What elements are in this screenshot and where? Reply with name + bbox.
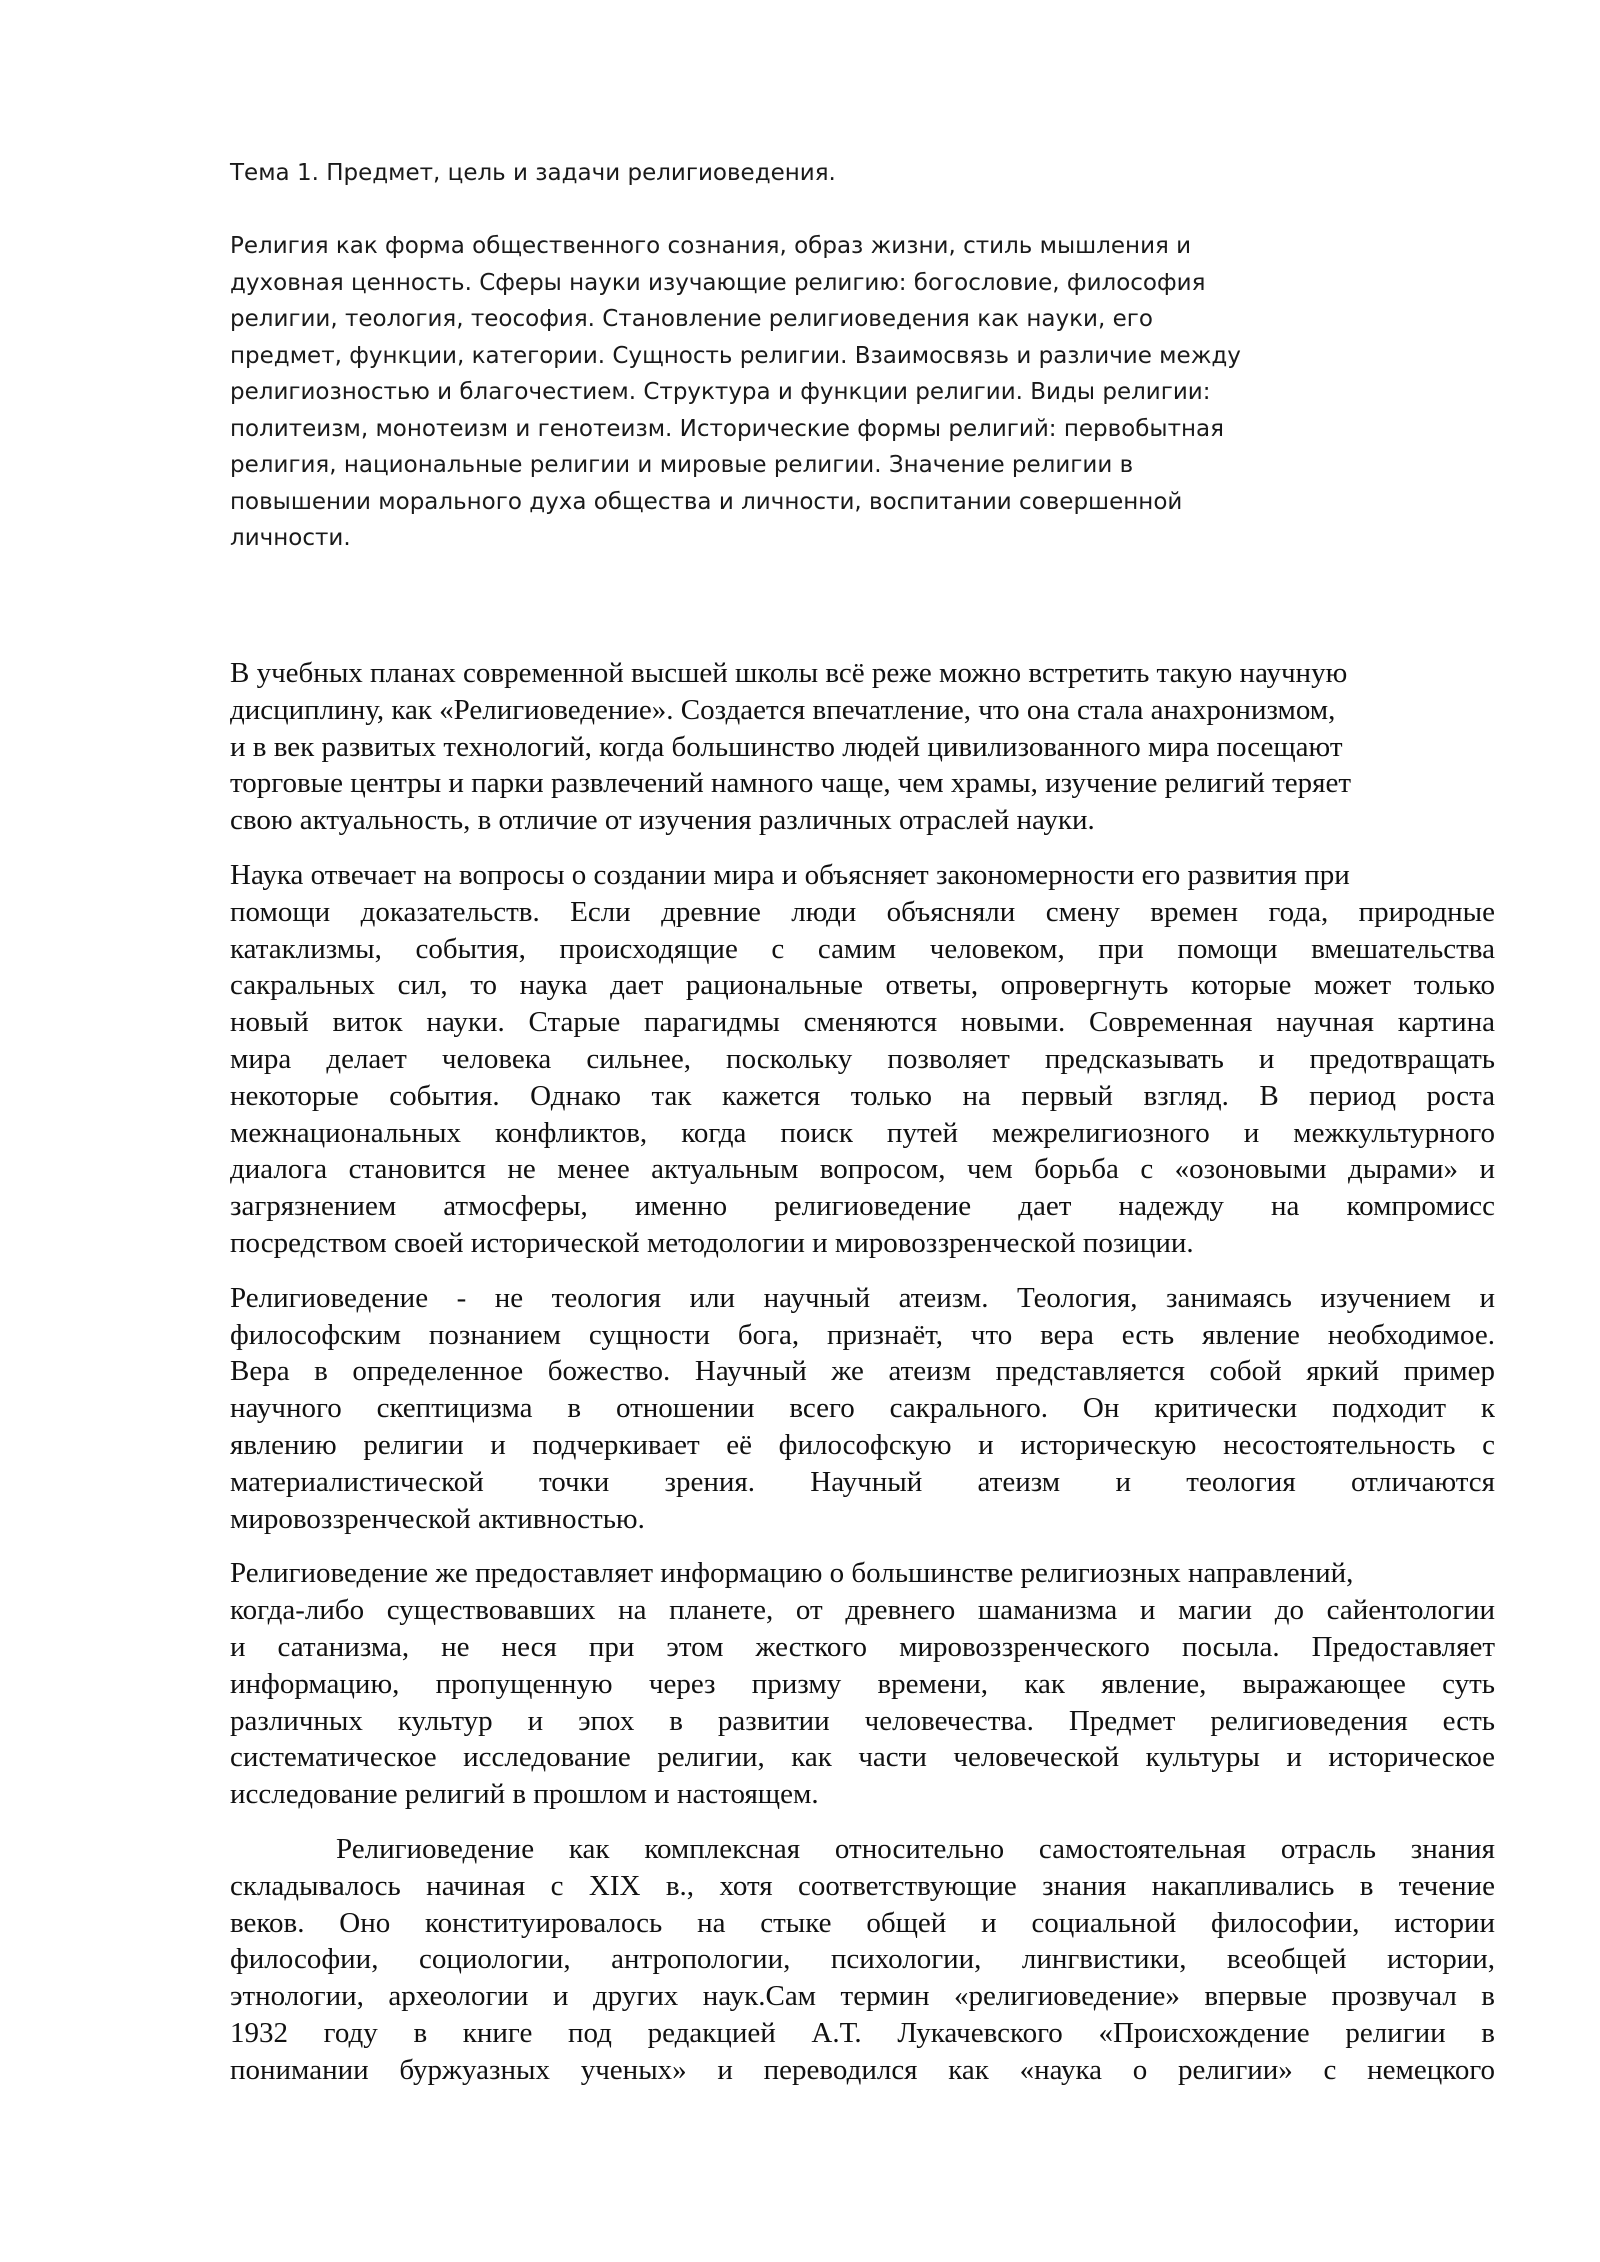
text-line: катаклизмы, события, происходящие с самим человеком, при помощи вмешательства [230, 932, 1495, 965]
text-line: загрязнением атмосферы, именно религиоведение дает надежду на компромисс [230, 1190, 1495, 1223]
summary-line: предмет, функции, категории. Сущность религии. Взаимосвязь и различие между [230, 342, 1241, 369]
text-line: исследование религий в прошлом и настоящем. [230, 1778, 819, 1811]
text-line: складывалось начиная с XIX в., хотя соответствующие знания накапливались в течение [230, 1869, 1495, 1902]
text-line: и сатанизма, не неся при этом жесткого мировоззренческого посыла. Предоставляет [230, 1630, 1495, 1663]
paragraph-4 [230, 1555, 1495, 1813]
text-line: систематическое исследование религии, как части человеческой культуры и историческое [230, 1741, 1495, 1774]
text-line: межнациональных конфликтов, когда поиск путей межрелигиозного и межкультурного [230, 1116, 1495, 1149]
paragraph-1 [230, 655, 1495, 839]
summary-line: религиозностью и благочестием. Структура и функции религии. Виды религии: [230, 379, 1211, 405]
summary-line: личности. [230, 525, 351, 551]
text-line: мира делает человека сильнее, поскольку позволяет предсказывать и предотвращать [230, 1042, 1495, 1075]
text-line: научного скептицизма в отношении всего сакрального. Он критически подходит к [230, 1392, 1495, 1425]
paragraph-5 [230, 1831, 1495, 2089]
text-line: материалистической точки зрения. Научный атеизм и теология отличаются [230, 1465, 1495, 1498]
summary-line: религии, теология, теософия. Становление религиоведения как науки, его [230, 306, 1153, 332]
summary-line: духовная ценность. Сферы науки изучающие религию: богословие, философия [230, 269, 1206, 296]
body-text [230, 655, 1495, 2106]
text-line: помощи доказательств. Если древние люди объясняли смену времен года, природные [230, 895, 1495, 928]
text-line: посредством своей исторической методологии и мировоззренческой позиции. [230, 1226, 1194, 1259]
text-line: диалога становится не менее актуальным вопросом, чем борьба с «озоновыми дырами» и [230, 1153, 1495, 1186]
text-line: мировоззренческой активностью. [230, 1502, 645, 1535]
topic-title: Тема 1. Предмет, цель и задачи религиоведения. [230, 160, 836, 186]
text-line: сакральных сил, то наука дает рациональные ответы, опровергнуть которые может только [230, 969, 1495, 1002]
text-line: и в век развитых технологий, когда большинство людей цивилизованного мира посещают [230, 730, 1343, 763]
text-line: Вера в определенное божество. Научный же атеизм представляется собой яркий пример [230, 1355, 1495, 1388]
text-line: Наука отвечает на вопросы о создании мира и объясняет закономерности его развития при [230, 858, 1350, 891]
summary-line: Религия как форма общественного сознания, образ жизни, стиль мышления и [230, 233, 1192, 259]
text-line: явлению религии и подчеркивает её философскую и историческую несостоятельность с [230, 1428, 1495, 1461]
text-line: В учебных планах современной высшей школы всё реже можно встретить такую научную [230, 657, 1348, 689]
summary-line: политеизм, монотеизм и генотеизм. Исторические формы религий: первобытная [230, 415, 1224, 442]
text-line: философии, социологии, антропологии, психологии, лингвистики, всеобщей истории, [230, 1943, 1495, 1976]
text-line: информацию, пропущенную через призму времени, как явление, выражающее суть [230, 1667, 1495, 1700]
text-line: этнологии, археологии и других наук.Сам термин «религиоведение» впервые прозвучал в [230, 1980, 1495, 2013]
text-line: различных культур и эпох в развитии человечества. Предмет религиоведения есть [230, 1704, 1495, 1737]
text-line: веков. Оно конституировалось на стыке общей и социальной философии, истории [230, 1906, 1495, 1939]
text-line: философским познанием сущности бога, признаёт, что вера есть явление необходимое. [230, 1318, 1495, 1351]
text-line: новый виток науки. Старые парагидмы сменяются новыми. Современная научная картина [230, 1006, 1495, 1039]
text-line: некоторые события. Однако так кажется только на первый взгляд. В период роста [230, 1079, 1495, 1112]
paragraph-2 [230, 857, 1495, 1262]
summary-line: повышении морального духа общества и личности, воспитании совершенной [230, 488, 1183, 515]
paragraph-3 [230, 1280, 1495, 1538]
text-line: торговые центры и парки развлечений намного чаще, чем храмы, изучение религий теряет [230, 767, 1352, 800]
text-line: Религиоведение - не теология или научный атеизм. Теология, занимаясь изучением и [230, 1281, 1495, 1314]
text-line: понимании буржуазных ученых» и переводился как «наука о религии» с немецкого [230, 2053, 1495, 2086]
text-line: дисциплину, как «Религиоведение». Создается впечатление, что она стала анахронизмом, [230, 693, 1336, 726]
text-line: 1932 году в книге под редакцией А.Т. Лукачевского «Происхождение религии в [230, 2016, 1495, 2049]
topic-summary [230, 228, 1270, 557]
text-line: свою актуальность, в отличие от изучения различных отраслей науки. [230, 804, 1095, 837]
text-line: Религиоведение как комплексная относительно самостоятельная отрасль знания [336, 1832, 1495, 1865]
text-line: Религиоведение же предоставляет информацию о большинстве религиозных направлений, [230, 1557, 1354, 1590]
summary-line: религия, национальные религии и мировые религии. Значение религии в [230, 452, 1134, 478]
text-line: когда-либо существовавших на планете, от древнего шаманизма и магии до сайентологии [230, 1594, 1495, 1627]
